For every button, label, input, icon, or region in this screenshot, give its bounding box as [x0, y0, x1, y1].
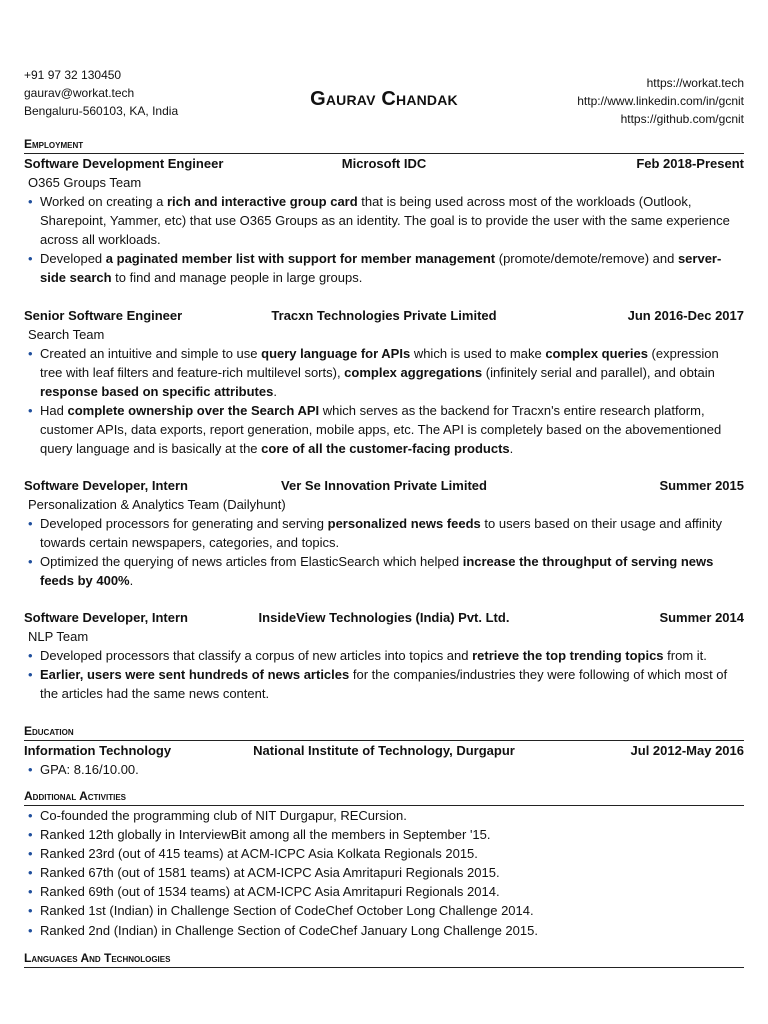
job-header [24, 476, 744, 495]
address: Bengaluru-560103, KA, India [24, 104, 179, 118]
job-header [24, 608, 744, 627]
job-entry [24, 154, 744, 287]
activity-item: • Ranked 67th (out of 1581 teams) at ACM-ICPC Asia Amritapuri Regionals 2015. [24, 863, 744, 882]
activities-list [24, 806, 744, 940]
job-bullet: • Developed processors that classify a corpus of new articles into topics and retrieve the top trending topics from it. [24, 646, 744, 665]
section-heading-education: Education [24, 724, 744, 741]
activity-item: • Co-founded the programming club of NIT Durgapur, RECursion. [24, 806, 744, 825]
candidate-name: Gaurav Chandak [310, 88, 458, 110]
job-org: InsideView Technologies (India) Pvt. Ltd. [258, 610, 510, 625]
job-org: Tracxn Technologies Private Limited [271, 308, 497, 323]
job-team: Personalization & Analytics Team (Dailyhunt) [28, 497, 286, 512]
job-bullets [24, 646, 744, 703]
education-date: Jul 2012-May 2016 [630, 743, 744, 758]
linkedin-link[interactable]: http://www.linkedin.com/in/gcnit [577, 94, 744, 108]
job-bullet: • Worked on creating a rich and interactive group card that is being used across most of the workloads (Outlook, Sharepoint, Yammer, etc) that use O365 Groups as an identity. The goal is to provide the user with the same experience across all workloads. [24, 192, 744, 249]
job-bullet: • Had complete ownership over the Search API which serves as the backend for Tracxn's entire research platform, customer APIs, data exports, report generation, mobile apps, etc. The API is completely based on the abovementioned query language and is basically at the core of all the customer-facing products. [24, 401, 744, 458]
education-bullets [24, 760, 744, 779]
job-team: O365 Groups Team [28, 175, 142, 190]
job-bullet: • Optimized the querying of news articles from ElasticSearch which helped increase the throughput of serving news feeds by 400%. [24, 552, 744, 590]
activities-bullets [24, 806, 744, 940]
job-role: Senior Software Engineer [24, 308, 183, 323]
degree: Information Technology [24, 743, 172, 758]
contact-right [577, 74, 744, 128]
activity-item: • Ranked 12th globally in InterviewBit among all the members in September '15. [24, 825, 744, 844]
activity-item: • Ranked 2nd (Indian) in Challenge Section of CodeChef January Long Challenge 2015. [24, 921, 744, 940]
job-role: Software Development Engineer [24, 156, 224, 171]
job-bullet: • Earlier, users were sent hundreds of news articles for the companies/industries they were following of which most of the articles had the same news content. [24, 665, 744, 703]
section-heading-employment: Employment [24, 137, 744, 154]
job-date: Jun 2016-Dec 2017 [627, 308, 744, 323]
job-entry [24, 476, 744, 590]
institute: National Institute of Technology, Durgapur [253, 743, 515, 758]
job-entry [24, 306, 744, 459]
job-role: Software Developer, Intern [24, 478, 188, 493]
email-address[interactable]: gaurav@workat.tech [24, 86, 135, 100]
job-date: Summer 2014 [659, 610, 744, 625]
job-bullet: • Created an intuitive and simple to use query language for APIs which is used to make complex queries (expression tree with leaf filters and feature-rich multilevel sorts), complex aggregations (infinitely serial and parallel), and obtain response based on specific attributes. [24, 344, 744, 401]
education-entry [24, 741, 744, 779]
job-date: Feb 2018-Present [636, 156, 744, 171]
job-bullets [24, 344, 744, 459]
job-header [24, 154, 744, 173]
section-heading-activities: Additional Activities [24, 789, 744, 806]
gpa: • GPA: 8.16/10.00. [24, 760, 744, 779]
github-link[interactable]: https://github.com/gcnit [620, 112, 744, 126]
job-org: Ver Se Innovation Private Limited [281, 478, 487, 493]
job-header [24, 306, 744, 325]
job-bullet: • Developed a paginated member list with support for member management (promote/demote/remove) and server-side search to find and manage people in large groups. [24, 249, 744, 287]
job-team: NLP Team [28, 629, 89, 644]
job-bullets [24, 192, 744, 287]
job-bullets [24, 514, 744, 590]
job-date: Summer 2015 [659, 478, 744, 493]
job-entry [24, 608, 744, 703]
section-heading-languages: Languages And Technologies [24, 951, 744, 968]
activity-item: • Ranked 23rd (out of 415 teams) at ACM-ICPC Asia Kolkata Regionals 2015. [24, 844, 744, 863]
job-role: Software Developer, Intern [24, 610, 188, 625]
job-org: Microsoft IDC [341, 156, 427, 171]
phone-number: +91 97 32 130450 [24, 68, 122, 82]
job-bullet: • Developed processors for generating and serving personalized news feeds to users based on their usage and affinity towards certain newspapers, categories, and topics. [24, 514, 744, 552]
activity-item: • Ranked 1st (Indian) in Challenge Section of CodeChef October Long Challenge 2014. [24, 901, 744, 920]
website-link[interactable]: https://workat.tech [646, 76, 744, 90]
job-team: Search Team [28, 327, 105, 342]
activity-item: • Ranked 69th (out of 1534 teams) at ACM-ICPC Asia Amritapuri Regionals 2014. [24, 882, 744, 901]
education-header [24, 741, 744, 760]
